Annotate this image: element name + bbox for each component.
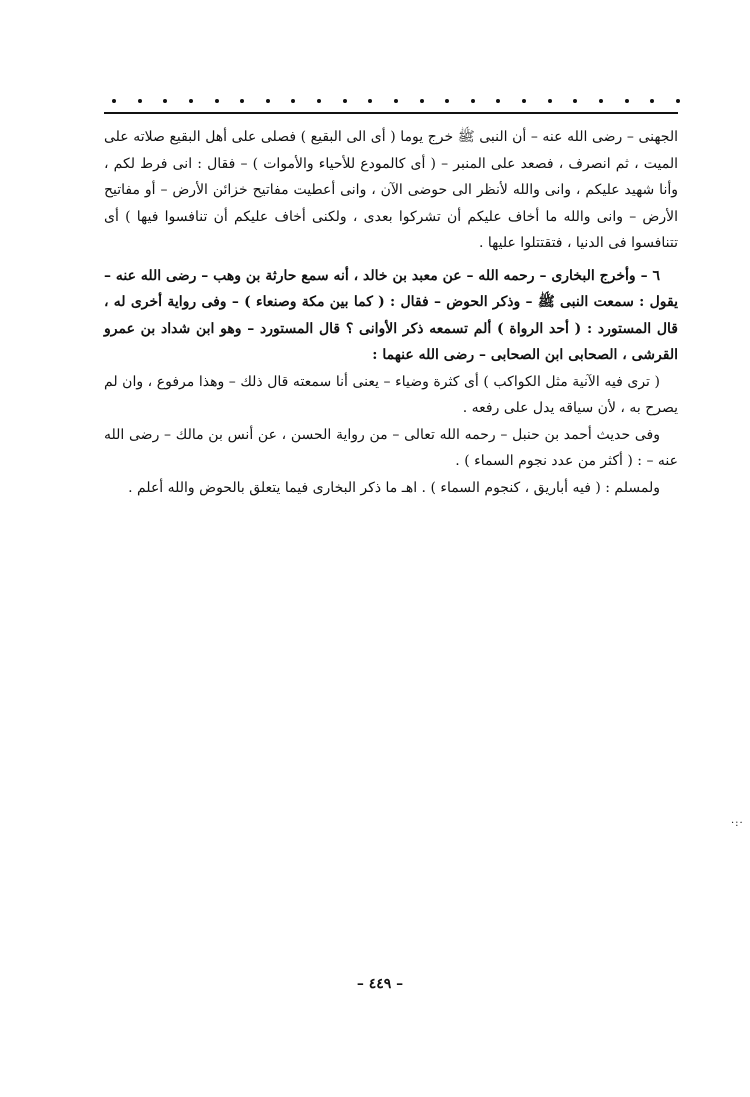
ornament-dot <box>112 99 116 103</box>
header-rule <box>104 112 678 114</box>
ornament-dot <box>522 99 526 103</box>
ornament-dot <box>445 99 449 103</box>
ornament-dot <box>650 99 654 103</box>
ornament-dot <box>240 99 244 103</box>
ornament-dot <box>266 99 270 103</box>
ornament-dot <box>189 99 193 103</box>
page-body <box>104 124 678 501</box>
paragraph-ahmad-narration: وفى حديث أحمد بن حنبل – رحمه الله تعالى – من رواية الحسن ، عن أنس بن مالك – رضى الله عنه – : ( أكثر من عدد نجوم السماء ) . <box>104 426 678 469</box>
ornament-dot <box>471 99 475 103</box>
ornament-dot <box>138 99 142 103</box>
paragraph-hadith-continuation: الجهنى – رضى الله عنه – أن النبى ﷺ خرج يوما ( أى الى البقيع ) فصلى على أهل البقيع صلاته على الميت ، ثم انصرف ، فصعد على المنبر – ( أى كالمودع للأحياء والأموات ) – فقال : انى فرط لكم ، وأنا شهيد عليكم ، وانى والله لأنظر الى حوضى الآن ، وانى أعطيت مفاتيح خزائن الأرض – أو مفاتيح الأرض – وانى والله ما أخاف عليكم أن تشركوا بعدى ، ولكنى أخاف عليكم أن تنافسوا فيها ) أى تتنافسوا فى الدنيا ، فتقتتلوا عليها . <box>104 129 678 251</box>
ornament-dot <box>317 99 321 103</box>
margin-mark: ·:· <box>731 818 744 829</box>
ornament-dot <box>496 99 500 103</box>
ornament-dot <box>368 99 372 103</box>
ornament-dot <box>420 99 424 103</box>
ornament-dot <box>163 99 167 103</box>
ornament-dot <box>676 99 680 103</box>
paragraph-muslim-narration: ولمسلم : ( فيه أباريق ، كنجوم السماء ) . اهـ ما ذكر البخارى فيما يتعلق بالحوض والله أعلم . <box>128 479 660 496</box>
ornament-dot <box>625 99 629 103</box>
paragraph-explanation: ( ترى فيه الآنية مثل الكواكب ) أى كثرة وضياء – يعنى أنا سمعته قال ذلك – وهذا مرفوع ، وان لم يصرح به ، لأن سياقه يدل على رفعه . <box>104 373 678 416</box>
page-number: – ٤٤٩ – <box>356 976 404 992</box>
ornament-dot <box>573 99 577 103</box>
ornament-dot <box>599 99 603 103</box>
ornament-dot <box>394 99 398 103</box>
ornament-dot <box>291 99 295 103</box>
ornament-dot <box>548 99 552 103</box>
paragraph-hadith-6: ٦ – وأخرج البخارى – رحمه الله – عن معبد بن خالد ، أنه سمع حارثة بن وهب – رضى الله عنه – يقول : سمعت النبى ﷺ – وذكر الحوض – فقال : ( كما بين مكة وصنعاء ) – وفى رواية أخرى له ، قال المستورد : ( أحد الرواة ) ألم تسمعه ذكر الأوانى ؟ قال المستورد – وهو ابن شداد بن عمرو القرشى ، الصحابى ابن الصحابى – رضى الله عنهما : <box>104 267 678 363</box>
ornament-dot <box>343 99 347 103</box>
header-dot-ornament <box>112 96 680 106</box>
ornament-dot <box>215 99 219 103</box>
